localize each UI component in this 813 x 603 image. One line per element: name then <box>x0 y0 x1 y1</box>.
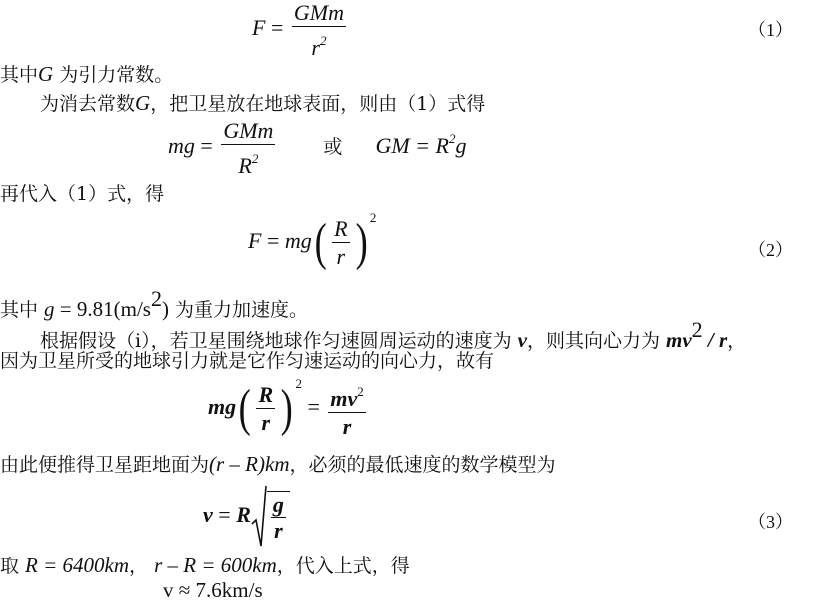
line2-suffix: ，把卫星放在地球表面，则由（1）式得 <box>150 93 486 115</box>
eq2-numerator: R <box>334 216 348 242</box>
line5-mv: mv <box>666 328 692 352</box>
equation-number-2: （2） <box>748 240 793 260</box>
eq1-denominator: r <box>311 35 320 60</box>
line8-suffix: ，代入上式，得 <box>276 555 410 577</box>
line4-prefix: 其中 <box>0 299 45 321</box>
result-velocity: v ≈ 7.6km/s <box>163 578 263 602</box>
line4-close-paren: ) <box>161 297 169 321</box>
line7-suffix: ，必须的最低速度的数学模型为 <box>289 454 556 476</box>
eqbal-denominator: r <box>261 410 271 436</box>
eq3-radical-sign <box>251 484 267 550</box>
line1-G: G <box>38 62 54 86</box>
eq3-denominator: r <box>274 518 283 543</box>
eq2-fraction <box>332 216 349 269</box>
eq1-fraction <box>292 0 346 60</box>
equation-surface-gravity: mg = $\frac{\text{GMm}}{R^2}$ 或 GM = $R^2g$ <box>168 118 467 178</box>
eqmg-lhs: mg <box>168 133 195 159</box>
eqmg-fraction <box>221 118 275 178</box>
eqbal-exponent: 2 <box>295 376 302 391</box>
eqbal-left-paren: ( <box>238 379 251 437</box>
equation-3: v = R $\frac{g}{r}$ <box>203 484 290 550</box>
equation-number-3: （3） <box>748 512 793 532</box>
eqmg-denominator: R <box>238 153 252 178</box>
equation-number-1: （1） <box>748 20 793 40</box>
line4-exponent: 2 <box>150 286 162 311</box>
text-line-1 <box>0 62 173 87</box>
eqmg-rhs: GM = R <box>375 133 449 159</box>
eqmg-numerator: GMm <box>223 118 274 143</box>
eqbal-right-paren: ) <box>280 379 293 437</box>
equation-1: F = $\frac{\text{GMm}}{r^2}$ <box>252 0 344 60</box>
eqbal-rhs-exponent: 2 <box>357 383 364 399</box>
line8-sep: ， <box>129 555 155 577</box>
text-line-6: 因为卫星所受的地球引力就是它作匀速运动的向心力，故有 <box>0 350 495 372</box>
eq3-numerator: g <box>272 492 284 517</box>
text-line-3: 再代入（1）式，得 <box>0 183 165 205</box>
line7-distance: (r – R)km <box>209 452 290 476</box>
line5-v: v <box>517 328 527 352</box>
text-line-4: 其中 $g = 9.81(m/s^2)$ 为重力加速度。 <box>0 286 309 321</box>
eq3-lhs: v <box>203 502 213 528</box>
eq3-R: R <box>236 502 251 528</box>
line1-suffix: 为引力常数。 <box>53 64 174 86</box>
line5-exponent: 2 <box>691 317 703 342</box>
line8-R-value: R = 6400km <box>25 553 130 577</box>
line8-altitude: r – R = 600km <box>154 553 277 577</box>
eq2-left-paren: ( <box>314 213 327 271</box>
eqbal-rhs-denominator: r <box>342 413 352 439</box>
eq2-lhs: F <box>248 228 262 253</box>
text-line-7 <box>0 452 556 477</box>
line1-prefix: 其中 <box>0 64 39 86</box>
eqbal-numerator: R <box>258 382 274 408</box>
equation-force-balance: mg( $\frac{R}{r}$ ) $^2$ = $\frac{mv^2}{r}$ <box>208 376 364 439</box>
eq2-mg: mg <box>284 228 312 253</box>
eqmg-or: 或 <box>323 136 343 159</box>
eq1-numerator: GMm <box>293 0 344 25</box>
line8-prefix: 取 <box>0 555 26 577</box>
eq2-denominator: r <box>336 244 346 270</box>
text-line-8 <box>0 553 410 578</box>
eqmg-den-exponent: 2 <box>251 151 259 166</box>
text-line-5 <box>40 318 746 353</box>
eqbal-fraction <box>256 382 275 435</box>
eqbal-rhs-numerator: mv <box>330 385 358 411</box>
line2-G: G <box>135 91 151 115</box>
line5-middle: ，则其向心力为 <box>526 330 666 352</box>
eqbal-mg: mg <box>208 394 237 419</box>
eq1-den-exponent: 2 <box>319 33 327 48</box>
equation-2: F = mg( $\frac{R}{r}$ ) $^2$ <box>248 210 377 271</box>
eq2-right-paren: ) <box>355 213 368 271</box>
eqmg-rhs-exponent: 2 <box>448 131 456 147</box>
line2-prefix: 为消去常数 <box>40 93 136 115</box>
eq3-radicand <box>267 491 290 543</box>
line7-prefix: 由此便推得卫星距地面为 <box>0 454 210 476</box>
eqmg-rhs-g: g <box>455 133 467 159</box>
text-line-2 <box>40 91 485 116</box>
line5-over-r: / r <box>702 328 728 352</box>
line5-prefix: 根据假设（i），若卫星围绕地球作匀速圆周运动的速度为 <box>40 330 518 352</box>
eq2-exponent: 2 <box>369 210 377 225</box>
eqbal-rhs-fraction <box>328 379 365 439</box>
eq1-lhs: F <box>252 15 266 41</box>
line5-comma: ， <box>727 330 747 352</box>
line4-suffix: 为重力加速度。 <box>168 299 309 321</box>
